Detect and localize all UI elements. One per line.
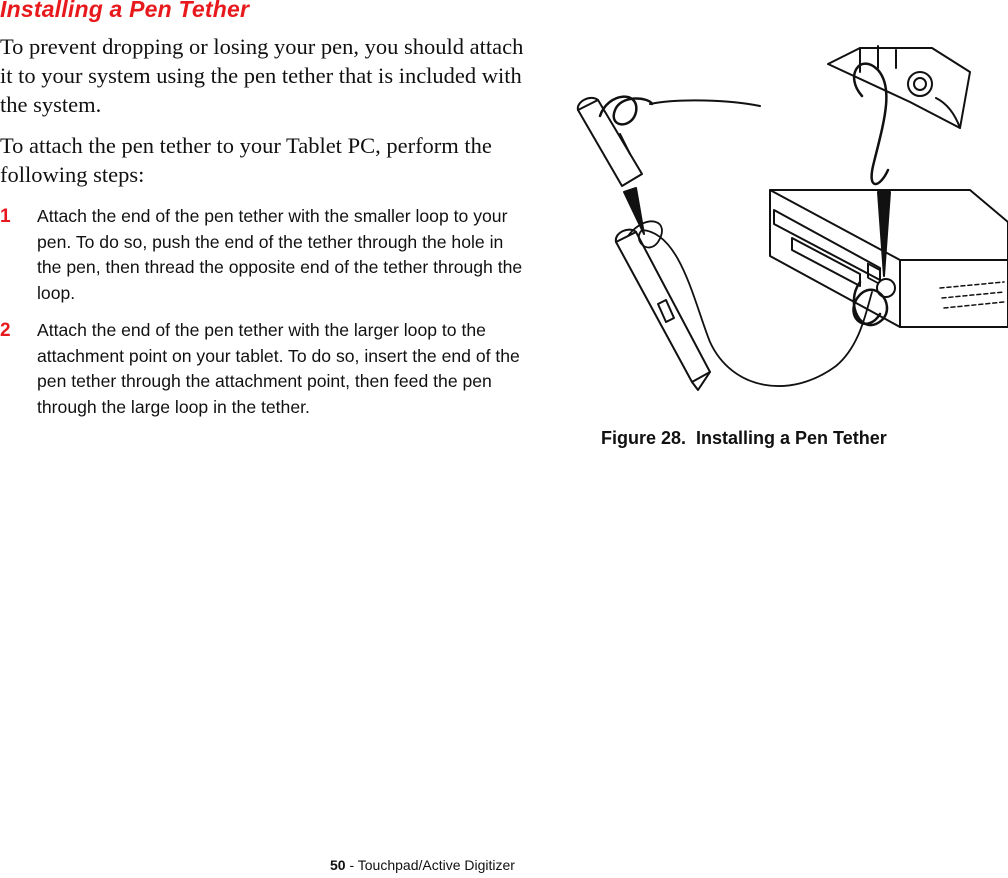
step-number: 1 [0,206,11,227]
page-footer [330,857,515,873]
step-text: Attach the end of the pen tether with the larger loop to the attachment point on your tablet. To do so, insert the end of the pen tether through the attachment point, then feed the pen through the large loop in the tether. [37,320,520,417]
step-number: 2 [0,320,11,341]
footer-section: - Touchpad/Active Digitizer [345,857,515,873]
steps-intro-paragraph: To attach the pen tether to your Tablet PC, perform the following steps: [0,133,492,187]
step-1 [0,204,530,306]
tablet-hinge [828,46,970,128]
step-2 [0,318,530,420]
tether-cord-top [650,100,760,106]
page-number: 50 [330,857,346,873]
pen-detail [578,98,642,186]
section-title: Installing a Pen Tether [0,0,250,22]
pen-tether-illustration [560,42,1008,392]
pen [616,230,710,390]
pen-arrow-icon [624,188,644,234]
intro-paragraph: To prevent dropping or losing your pen, you should attach it to your system using the pen tether that is included with the system. [0,34,524,117]
figure-caption: Figure 28. Installing a Pen Tether [601,428,887,448]
step-text: Attach the end of the pen tether with the smaller loop to your pen. To do so, push the end of the tether through the hole in the pen, then thread the opposite end of the tether through the loop. [37,206,523,303]
